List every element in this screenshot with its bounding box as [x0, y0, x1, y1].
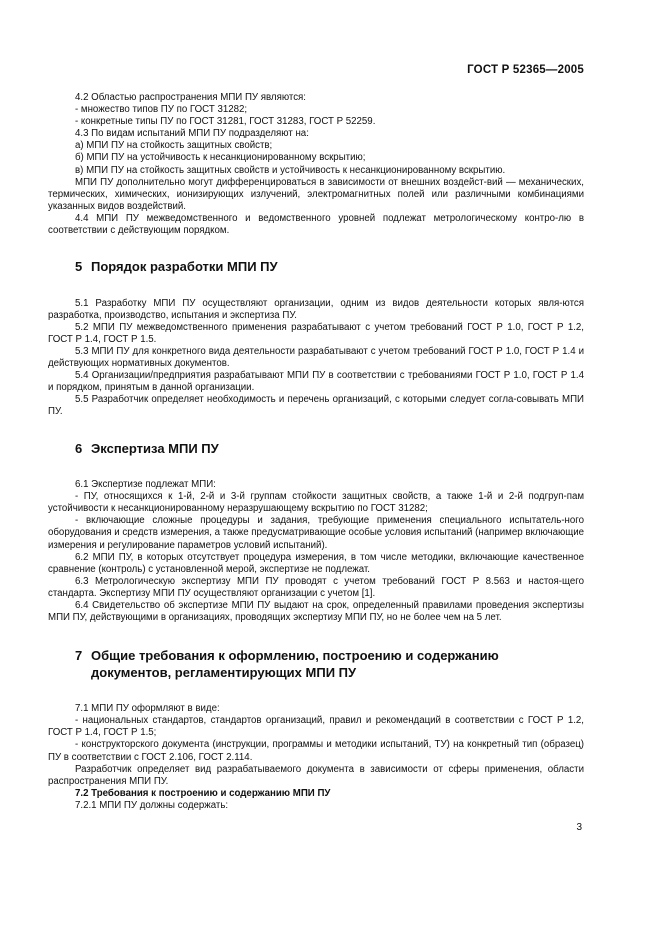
section-7-heading	[48, 648, 584, 681]
subsection-7-2-heading: 7.2 Требования к построению и содержанию МПИ ПУ	[75, 787, 331, 799]
paragraph-5-1: 5.1 Разработку МПИ ПУ осуществляют организации, одним из видов деятельности которых явля-ются разработка, производство, испытания и экспертиза ПУ.	[48, 297, 584, 321]
paragraph-6-1: 6.1 Экспертизе подлежат МПИ:	[75, 479, 216, 491]
section-title: Экспертиза МПИ ПУ	[91, 440, 219, 456]
paragraph-6-3: 6.3 Метрологическую экспертизу МПИ ПУ проводят с учетом требований ГОСТ Р 8.563 и настоя-щего стандарта. Экспертизу МПИ ПУ осуществляют организации с учетом [1].	[48, 575, 584, 599]
list-item: - ПУ, относящихся к 1-й, 2-й и 3-й группам стойкости защитных свойств, а также 1-й и 2-й подгруп-пам устойчивости к несанкционированному неразрушающему вскрытию по ГОСТ 31282;	[48, 491, 584, 515]
list-item: в) МПИ ПУ на стойкость защитных свойств и устойчивость к несанкционированному вскрытию.	[75, 164, 506, 176]
section-number: 6	[75, 440, 83, 456]
paragraph-5-3: 5.3 МПИ ПУ для конкретного вида деятельности разрабатывают с учетом требований ГОСТ Р 1.0, ГОСТ Р 1.4 и действующих нормативных документов.	[48, 346, 584, 370]
section-5-heading	[48, 259, 584, 276]
paragraph-6-4: 6.4 Свидетельство об экспертизе МПИ ПУ выдают на срок, определенный правилами проведения экспертизы МПИ ПУ, действующими в организациях, проводящих экспертизу МПИ ПУ, но не более чем на 5 лет.	[48, 600, 584, 624]
page-body	[48, 92, 584, 812]
paragraph-4-3: 4.3 По видам испытаний МПИ ПУ подразделяют на:	[75, 128, 309, 140]
paragraph-5-2: 5.2 МПИ ПУ межведомственного применения разрабатывают с учетом требований ГОСТ Р 1.0, ГОСТ Р 1.2, ГОСТ Р 1.4, ГОСТ Р 1.5.	[48, 321, 584, 345]
paragraph-6-2: 6.2 МПИ ПУ, в которых отсутствует процедура измерения, в том числе методики, включающие качественное сравнение (контроль) с установленной мерой, экспертизе не подлежат.	[48, 551, 584, 575]
paragraph-5-4: 5.4 Организации/предприятия разрабатывают МПИ ПУ в соответствии с требованиями ГОСТ Р 1.0, ГОСТ Р 1.4 и порядком, принятым в данной организации.	[48, 370, 584, 394]
section-title: Порядок разработки МПИ ПУ	[91, 259, 278, 275]
paragraph-5-5: 5.5 Разработчик определяет необходимость и перечень организаций, с которыми следует согла-совывать МПИ ПУ.	[48, 394, 584, 418]
list-item: а) МПИ ПУ на стойкость защитных свойств;	[75, 140, 273, 152]
paragraph: МПИ ПУ дополнительно могут дифференцироваться в зависимости от внешних воздейст-вий — механических, термических, химических, ионизирующих излучений, электромагнитных полей или различными комбинациями указанных видов воздействий.	[48, 176, 584, 212]
paragraph-7-2-1: 7.2.1 МПИ ПУ должны содержать:	[75, 799, 229, 811]
list-item: - множество типов ПУ по ГОСТ 31282;	[75, 104, 248, 116]
paragraph: Разработчик определяет вид разрабатываемого документа в зависимости от сферы применения, области распространения МПИ ПУ.	[48, 763, 584, 787]
paragraph-4-2: 4.2 Областью распространения МПИ ПУ являются:	[75, 92, 306, 103]
section-title-line-1: Общие требования к оформлению, построению и содержанию	[91, 648, 499, 664]
section-6-heading	[48, 441, 584, 458]
section-number: 5	[75, 259, 83, 275]
paragraph-4-4: 4.4 МПИ ПУ межведомственного и ведомственного уровней подлежат метрологическому контро-лю в соответствии с действующим порядком.	[48, 212, 584, 237]
list-item: - конструкторского документа (инструкции, программы и методики испытаний, ТУ) на конкретный тип (образец) ПУ в соответствии с ГОСТ 2.106, ГОСТ 2.114.	[48, 739, 584, 763]
list-item: - национальных стандартов, стандартов организаций, правил и рекомендаций в соответствии с ГОСТ Р 1.2, ГОСТ Р 1.4, ГОСТ Р 1.5;	[48, 715, 584, 739]
list-item: б) МПИ ПУ на устойчивость к несанкционированному вскрытию;	[75, 152, 366, 164]
list-item: - включающие сложные процедуры и задания, требующие применения специального испытатель-ного оборудования и средств измерения, а также предусматривающие особые условия испытаний (например включающие измерения и регулирование параметров условий испытаний).	[48, 515, 584, 551]
page-number: 3	[576, 822, 582, 833]
section-number: 7	[75, 648, 83, 664]
document-code: ГОСТ Р 52365—2005	[467, 64, 584, 76]
section-title-line-2: документов, регламентирующих МПИ ПУ	[91, 664, 357, 680]
paragraph-7-1: 7.1 МПИ ПУ оформляют в виде:	[75, 703, 220, 715]
list-item: - конкретные типы ПУ по ГОСТ 31281, ГОСТ 31283, ГОСТ Р 52259.	[75, 116, 376, 128]
